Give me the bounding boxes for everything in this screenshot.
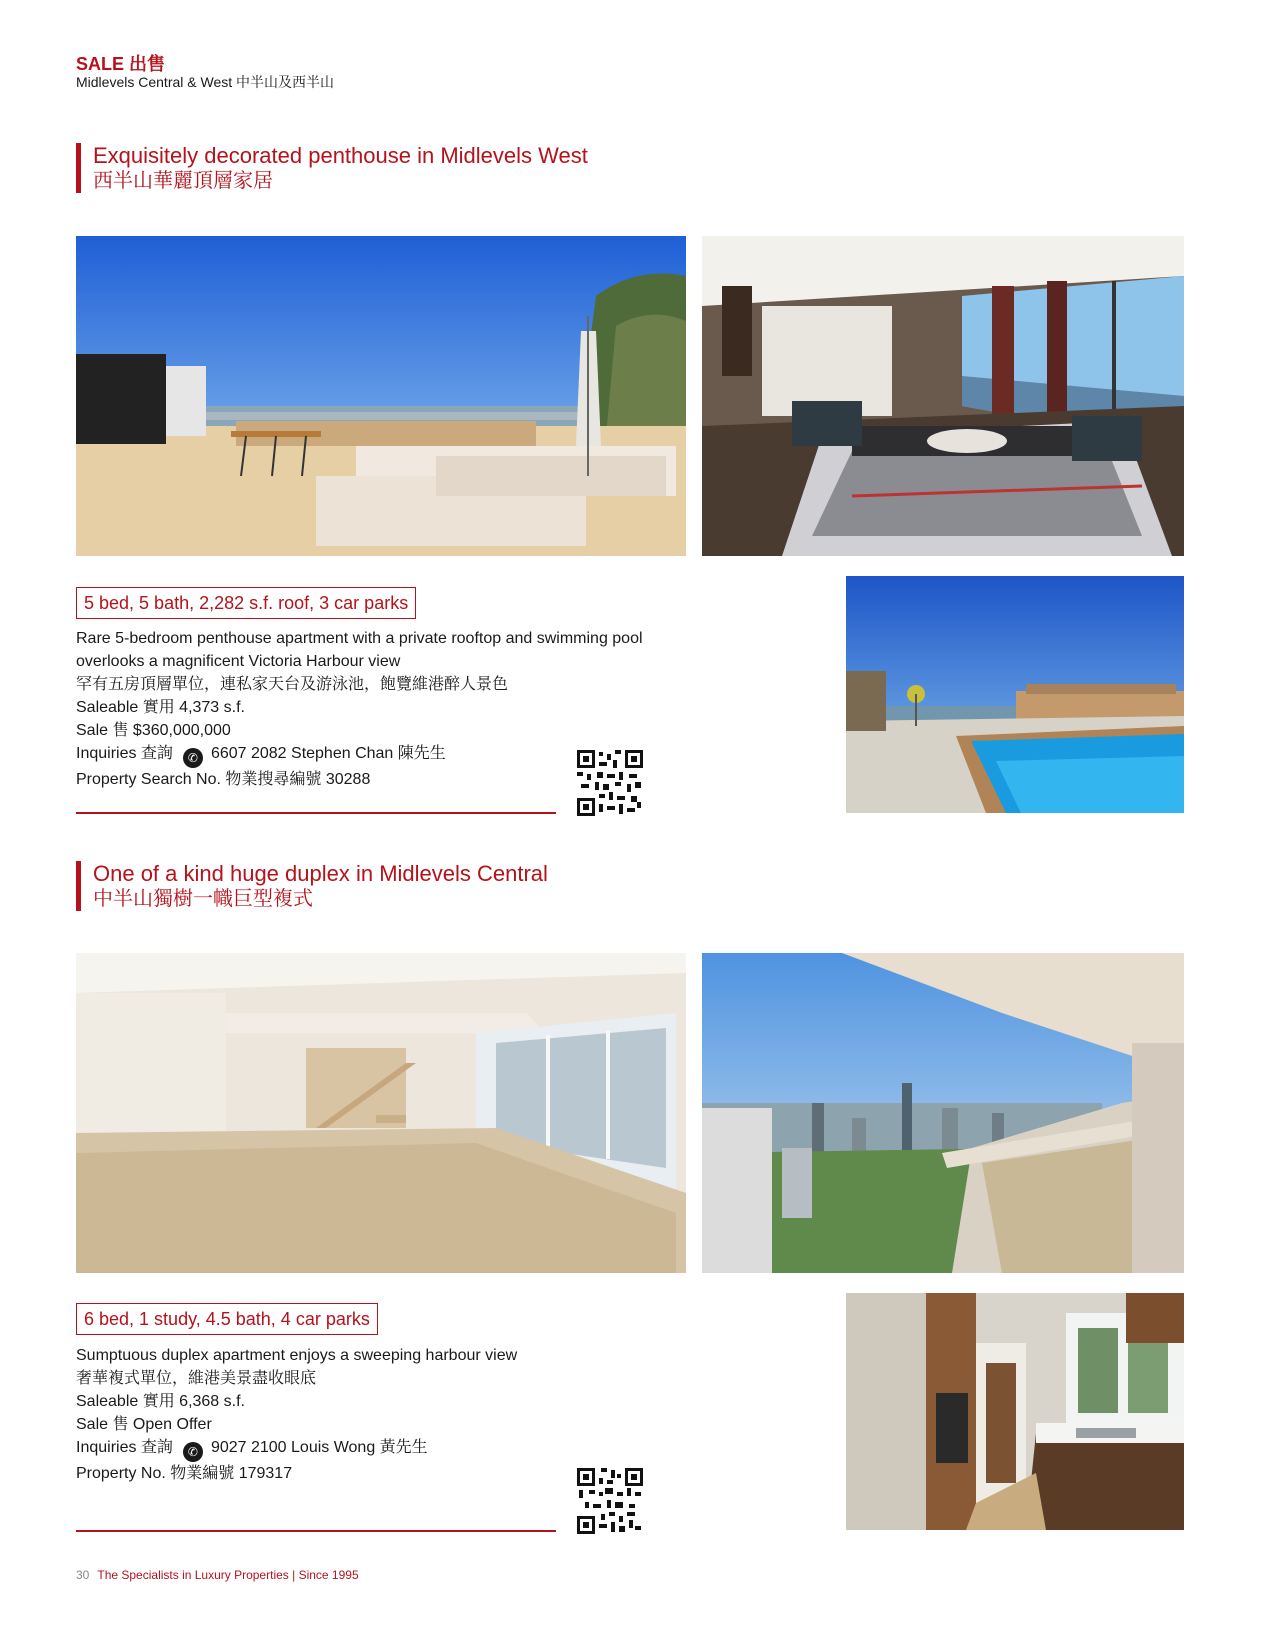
listing-1-description-en-1: Rare 5-bedroom penthouse apartment with a private rooftop and swimming pool: [76, 630, 643, 647]
inquiries-label: Inquiries 查詢: [76, 1439, 173, 1456]
listing-2-title-zh: 中半山獨樹一幟巨型複式: [93, 888, 313, 910]
whatsapp-icon[interactable]: ✆: [183, 748, 203, 768]
listing-1-title-zh: 西半山華麗頂層家居: [93, 170, 273, 192]
listing-2-title: [76, 861, 548, 911]
listing-1-inquiries: [76, 742, 643, 768]
listing-2-divider: [76, 1530, 556, 1532]
section-label: SALE 出售: [76, 54, 166, 74]
listing-1-details: [76, 627, 643, 791]
page-footer: [76, 1568, 359, 1582]
listing-1-title-en: Exquisitely decorated penthouse in Midlevels West: [93, 143, 588, 168]
whatsapp-icon[interactable]: ✆: [183, 1442, 203, 1462]
listing-1-description-en-2: overlooks a magnificent Victoria Harbour view: [76, 653, 401, 670]
location-label: Midlevels Central & West 中半山及西半山: [76, 74, 335, 90]
listing-1-property-ref: Property Search No. 物業搜尋編號 30288: [76, 771, 371, 788]
listing-2-specs: 6 bed, 1 study, 4.5 bath, 4 car parks: [76, 1303, 378, 1335]
listing-1-pool-photo[interactable]: [846, 576, 1184, 813]
listing-2-contact[interactable]: 9027 2100 Louis Wong 黃先生: [210, 1439, 428, 1456]
listing-1-rooftop-photo[interactable]: [76, 236, 686, 556]
listing-2-price: Sale 售 Open Offer: [76, 1416, 212, 1433]
listing-1-divider: [76, 812, 556, 814]
listing-2-saleable-area: Saleable 實用 6,368 s.f.: [76, 1393, 245, 1410]
inquiries-label: Inquiries 查詢: [76, 745, 173, 762]
listing-2-title-en: One of a kind huge duplex in Midlevels Central: [93, 861, 548, 886]
listing-2-kitchen-photo[interactable]: [846, 1293, 1184, 1530]
listing-1-price: Sale 售 $360,000,000: [76, 722, 231, 739]
listing-2-description-en-1: Sumptuous duplex apartment enjoys a sweeping harbour view: [76, 1347, 518, 1364]
footer-tagline: The Specialists in Luxury Properties | Since 1995: [97, 1568, 359, 1582]
listing-1-saleable-area: Saleable 實用 4,373 s.f.: [76, 699, 245, 716]
listing-2-inquiries: [76, 1436, 517, 1462]
listing-2-living-area-photo[interactable]: [76, 953, 686, 1273]
listing-2-property-ref: Property No. 物業編號 179317: [76, 1465, 293, 1482]
listing-1-living-room-photo[interactable]: [702, 236, 1184, 556]
listing-1-description-zh: 罕有五房頂層單位，連私家天台及游泳池，飽覽維港醉人景色: [76, 676, 509, 693]
listing-1-contact[interactable]: 6607 2082 Stephen Chan 陳先生: [210, 745, 446, 762]
listing-2-description-zh: 奢華複式單位，維港美景盡收眼底: [76, 1370, 317, 1387]
listing-1-specs: 5 bed, 5 bath, 2,282 s.f. roof, 3 car parks: [76, 587, 416, 619]
page-number: 30: [76, 1568, 90, 1582]
listing-1-qr-code[interactable]: [577, 750, 643, 816]
listing-2-qr-code[interactable]: [577, 1468, 643, 1534]
listing-2-details: [76, 1344, 517, 1485]
listing-2-balcony-view-photo[interactable]: [702, 953, 1184, 1273]
listing-1-title: [76, 143, 588, 193]
